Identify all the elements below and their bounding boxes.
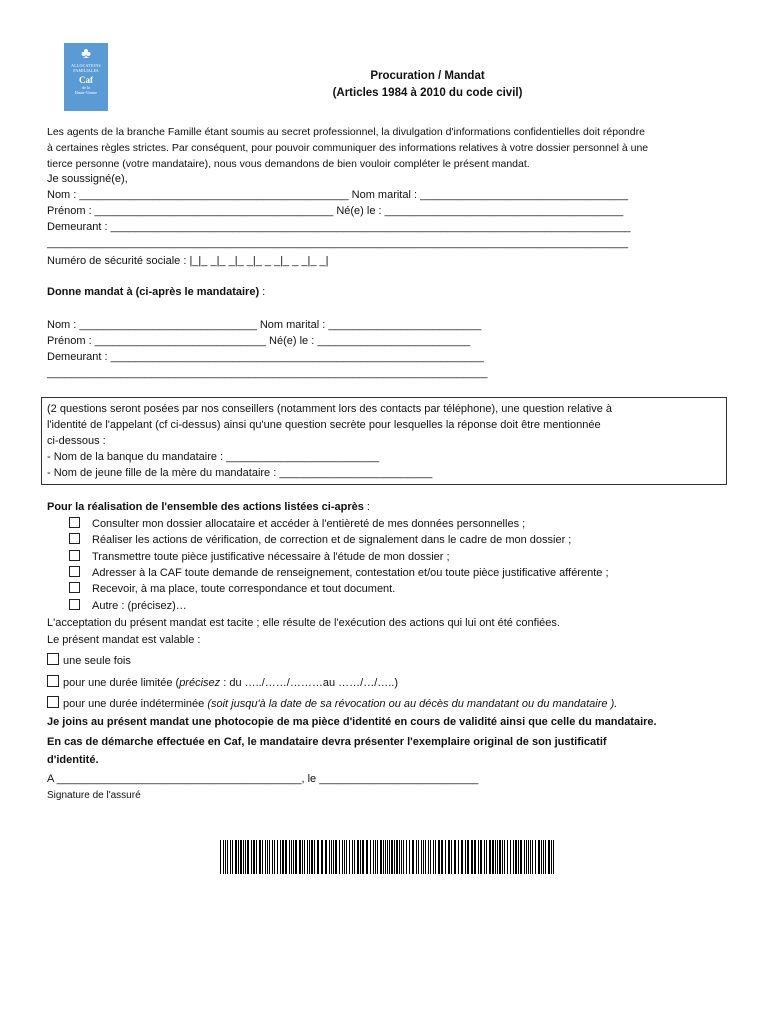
barcode-bar [373,840,374,874]
barcode-bar [247,840,249,874]
barcode-bar [385,840,386,874]
checkbox-icon[interactable] [69,582,80,593]
barcode-bar [280,840,281,874]
barcode-bar [289,840,290,874]
mandataire-demeurant-line-2[interactable]: ________________________________________________________________________ [47,367,488,379]
barcode-bar [277,840,278,874]
barcode-bar [441,840,443,874]
action-label: Recevoir, à ma place, toute correspondance et tout document. [92,583,396,595]
barcode-bar [499,840,501,874]
checkbox-icon[interactable] [47,653,59,665]
barcode-bar [399,840,400,874]
actions-heading [47,500,370,514]
barcode-bar [545,840,546,874]
barcode-bar [448,840,450,874]
barcode-bar [409,840,410,874]
barcode-bar [484,840,485,874]
barcode-bar [524,840,525,874]
barcode-bar [331,840,332,874]
questions-line-1: (2 questions seront posées par nos conseillers (notamment lors des contacts par téléphone), une question relative à [47,403,612,415]
barcode-bar [232,840,233,874]
barcode-bar [354,840,355,874]
barcode-bar [223,840,224,874]
questions-line-3: ci-dessous : [47,435,106,447]
family-icon: ♣ [81,46,91,62]
barcode-bar [530,840,531,874]
barcode-bar [526,840,527,874]
barcode-bar [548,840,550,874]
barcode-bar [451,840,452,874]
barcode-bar [309,840,310,874]
barcode-bar [329,840,330,874]
barcode-bar [389,840,390,874]
validity-option-note: (soit jusqu'à la date de sa révocation ou au décès du mandatant ou du mandataire ). [207,698,618,710]
barcode-bar [391,840,393,874]
checkbox-icon[interactable] [69,599,80,610]
barcode-bar [325,840,327,874]
barcode-bar [416,840,417,874]
barcode-bar [317,840,319,874]
checkbox-icon[interactable] [69,550,80,561]
barcode-bar [238,840,239,874]
barcode-bar [344,840,345,874]
barcode-bar [299,840,301,874]
logo-brand: Caf [79,75,93,85]
mandant-demeurant-line-2[interactable]: _______________________________________________________________________________________________ [47,237,629,249]
questions-line-2: l'identité de l'appelant (cf ci-dessus) ainsi qu'une question secrète pour lesquelles la réponse doit être mentionnée [47,419,601,431]
action-label: Transmettre toute pièce justificative nécessaire à l'étude de mon dossier ; [92,551,450,563]
barcode-bar [507,840,508,874]
barcode-bar [403,840,404,874]
barcode-bar [256,840,257,874]
barcode-bar [304,840,305,874]
acceptance-text: L'acceptation du présent mandat est tacite ; elle résulte de l'exécution des actions qui lui ont été confiées. [47,617,560,629]
barcode-bar [532,840,533,874]
barcode-bar [267,840,268,874]
barcode-bar [513,840,514,874]
barcode-bar [274,840,275,874]
barcode-bar [240,840,242,874]
notice-line-3: d'identité. [47,754,99,766]
barcode-bar [302,840,303,874]
barcode-bar [538,840,540,874]
actions-heading-colon: : [363,501,370,513]
barcode-bar [282,840,284,874]
barcode-bar [377,840,378,874]
action-checkbox-item[interactable] [69,566,609,580]
barcode-bar [486,840,487,874]
barcode-bar [458,840,459,874]
validity-heading: Le présent mandat est valable : [47,634,201,646]
action-label: Réaliser les actions de vérification, de correction et de signalement dans le cadre de mon dossier ; [92,534,572,546]
intro-line-1: Les agents de la branche Famille étant soumis au secret professionnel, la divulgation d'informations confidentielles doit répondre [47,126,645,138]
action-label: Consulter mon dossier allocataire et accéder à l'entièreté de mes données personnelles ; [92,518,526,530]
actions-heading-text: Pour la réalisation de l'ensemble des actions listées ci-après [47,501,364,513]
checkbox-icon[interactable] [69,566,80,577]
intro-line-2: à certaines règles strictes. Par conséquent, pour pouvoir communiquer des informations relatives à votre dossier personnel à une [47,142,649,154]
checkbox-icon[interactable] [69,517,80,528]
validity-option-label: une seule fois [63,655,131,667]
barcode-bar [541,840,542,874]
barcode-bar [227,840,228,874]
barcode-bar [430,840,431,874]
barcode-bar [272,840,273,874]
barcode-bar [489,840,491,874]
barcode-bar [406,840,407,874]
action-label: Autre : (précisez)… [92,600,187,612]
barcode-bar [314,840,315,874]
barcode [220,840,557,874]
barcode-bar [504,840,505,874]
barcode-bar [339,840,340,874]
logo-org-text: ALLOCATIONS FAMILIALES [71,63,101,73]
barcode-bar [495,840,496,874]
barcode-bar [465,840,466,874]
notice-line-1: Je joins au présent mandat une photocopie de ma pièce d'identité en cours de validité ainsi que celle du mandataire. [47,716,657,728]
barcode-bar [445,840,446,874]
mandataire-nom-field[interactable]: Nom : _____________________________ Nom marital : _________________________ [47,319,482,331]
barcode-bar [528,840,529,874]
barcode-bar [307,840,308,874]
barcode-bar [357,840,359,874]
barcode-bar [467,840,469,874]
barcode-bar [471,840,473,874]
mandataire-heading-colon: : [259,286,266,298]
barcode-bar [380,840,382,874]
barcode-bar [433,840,434,874]
checkbox-icon[interactable] [47,675,59,687]
barcode-bar [269,840,270,874]
barcode-bar [360,840,361,874]
barcode-bar [352,840,353,874]
barcode-bar [335,840,337,874]
barcode-bar [425,840,426,874]
barcode-bar [230,840,231,874]
barcode-bar [428,840,429,874]
action-checkbox-item[interactable] [69,533,571,547]
barcode-bar [321,840,323,874]
mandataire-prenom-field[interactable]: Prénom : ____________________________ Né(e) le : _________________________ [47,335,471,347]
barcode-bar [474,840,476,874]
logo-sub-2: Haute-Vienne [74,90,98,95]
barcode-bar [518,840,519,874]
barcode-bar [553,840,554,874]
barcode-bar [295,840,297,874]
notice-line-2: En cas de démarche effectuée en Caf, le mandataire devra présenter l'exemplaire original de son justificatif [47,736,607,748]
barcode-bar [259,840,261,874]
barcode-bar [349,840,350,874]
mandant-nom-field[interactable]: Nom : ____________________________________________ Nom marital : __________________________________ [47,189,629,201]
barcode-bar [235,840,237,874]
validity-option-once[interactable] [47,653,131,668]
barcode-bar [438,840,440,874]
barcode-bar [375,840,376,874]
barcode-bar [454,840,456,874]
barcode-bar [396,840,398,874]
barcode-bar [245,840,246,874]
barcode-bar [262,840,263,874]
barcode-bar [291,840,292,874]
validity-option-limited[interactable] [47,675,398,690]
barcode-bar [401,840,402,874]
barcode-bar [225,840,226,874]
barcode-bar [342,840,343,874]
action-checkbox-item[interactable] [69,599,187,613]
validity-option-emphasis: précisez [179,677,221,689]
barcode-bar [253,840,255,874]
barcode-bar [423,840,424,874]
mandataire-heading [47,285,265,299]
signature-label: Signature de l'assuré [47,790,141,801]
barcode-bar [502,840,503,874]
barcode-bar [362,840,364,874]
barcode-bar [366,840,368,874]
barcode-bar [478,840,479,874]
page-subtitle: (Articles 1984 à 2010 du code civil) [332,87,523,99]
place-date-field[interactable]: A ________________________________________, le __________________________ [47,773,479,785]
action-label: Adresser à la CAF toute demande de renseignement, contestation et/ou toute pièce justificative afférente ; [92,567,609,579]
barcode-bar [370,840,371,874]
barcode-bar [535,840,536,874]
barcode-bar [543,840,544,874]
mother-maiden-name-field[interactable]: - Nom de jeune fille de la mère du mandataire : _________________________ [47,467,433,479]
barcode-bar [435,840,436,874]
action-checkbox-item[interactable] [69,582,395,596]
mandant-prenom-field[interactable]: Prénom : _______________________________________ Né(e) le : _______________________________________ [47,205,624,217]
barcode-bar [480,840,482,874]
barcode-bar [461,840,463,874]
barcode-bar [387,840,388,874]
intro-line-3: tierce personne (votre mandataire), nous vous demandons de bien vouloir compléter le présent mandat. [47,158,530,170]
mandataire-demeurant-field[interactable]: Demeurant : _____________________________________________________________ [47,351,484,363]
mandant-heading: Je soussigné(e), [47,173,128,185]
checkbox-icon[interactable] [47,696,59,708]
barcode-bar [311,840,313,874]
logo-sub-1: de la [82,85,90,90]
validity-option-indefinite[interactable] [47,696,617,711]
validity-option-dates: : du …../……/………au ……/…/…..) [220,677,399,689]
bank-name-field[interactable]: - Nom de la banque du mandataire : _________________________ [47,451,380,463]
page-title: Procuration / Mandat [370,70,485,82]
barcode-bar [293,840,294,874]
action-checkbox-item[interactable] [69,517,525,531]
barcode-bar [265,840,266,874]
barcode-bar [510,840,511,874]
barcode-bar [346,840,347,874]
barcode-bar [418,840,419,874]
barcode-bar [394,840,395,874]
validity-option-label: pour une durée indéterminée [63,698,208,710]
mandant-demeurant-field[interactable]: Demeurant : _____________________________________________________________________________________ [47,221,631,233]
barcode-bar [421,840,422,874]
checkbox-icon[interactable] [69,533,80,544]
barcode-bar [497,840,498,874]
action-checkbox-item[interactable] [69,550,450,564]
barcode-bar [333,840,334,874]
barcode-bar [520,840,522,874]
barcode-bar [251,840,252,874]
barcode-bar [551,840,552,874]
barcode-bar [383,840,384,874]
barcode-bar [492,840,494,874]
validity-option-label: pour une durée limitée ( [63,677,180,689]
barcode-bar [220,840,221,874]
barcode-bar [412,840,414,874]
barcode-bar [243,840,244,874]
mandant-secu-field[interactable]: Numéro de sécurité sociale : |_|_ _|_ _|_ _|_ _ _|_ _ _|_ _| [47,255,329,267]
barcode-bar [285,840,287,874]
mandataire-heading-text: Donne mandat à (ci-après le mandataire) [47,286,260,298]
barcode-bar [515,840,517,874]
